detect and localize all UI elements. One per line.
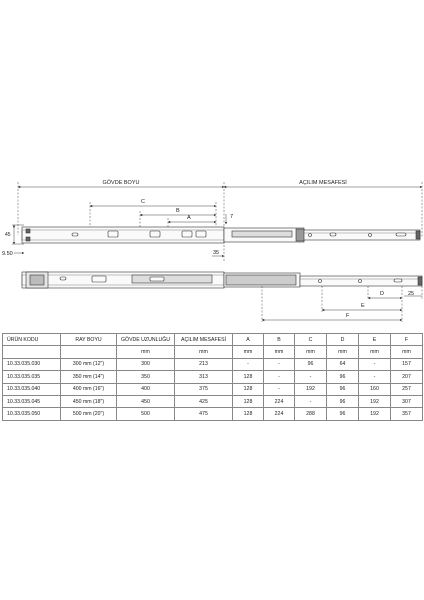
unit-cell: mm: [359, 346, 391, 358]
header-a: A: [233, 334, 264, 346]
cell-c: 192: [295, 383, 327, 395]
cell-c: -: [295, 395, 327, 407]
cell-b: -: [264, 383, 295, 395]
cell-urun-kodu: 10.33.035.040: [3, 383, 61, 395]
cell-e: 192: [359, 395, 391, 407]
cell-acilim-mesafesi: 313: [175, 371, 233, 383]
cell-urun-kodu: 10.33.035.045: [3, 395, 61, 407]
cell-urun-kodu: 10.33.035.050: [3, 408, 61, 420]
cell-acilim-mesafesi: 375: [175, 383, 233, 395]
cell-ray-boyu: 500 mm (20"): [61, 408, 117, 420]
cell-govde-uzunlugu: 400: [117, 383, 175, 395]
unit-cell: mm: [264, 346, 295, 358]
unit-cell: mm: [295, 346, 327, 358]
cell-e: -: [359, 371, 391, 383]
unit-cell: mm: [117, 346, 175, 358]
dim-c-label: C: [141, 199, 145, 205]
header-ray-boyu: RAY BOYU: [61, 334, 117, 346]
cell-a: 128: [233, 383, 264, 395]
cell-a: -: [233, 358, 264, 370]
table-row: [3, 395, 423, 407]
cell-c: 96: [295, 358, 327, 370]
dim-45-label: 45: [5, 232, 11, 238]
header-b: B: [264, 334, 295, 346]
cell-a: 128: [233, 408, 264, 420]
header-govde-uzunlugu: GÖVDE UZUNLUĞU: [117, 334, 175, 346]
cell-f: 257: [391, 383, 423, 395]
cell-c: -: [295, 371, 327, 383]
dim-b-label: B: [176, 208, 180, 214]
acilim-mesafesi-label: AÇILIM MESAFESİ: [299, 180, 347, 186]
top-slide-drawing: [22, 227, 420, 243]
cell-b: 224: [264, 395, 295, 407]
cell-urun-kodu: 10.33.035.030: [3, 358, 61, 370]
header-urun-kodu: ÜRÜN KODU: [3, 334, 61, 346]
cell-c: 288: [295, 408, 327, 420]
govde-boyu-label: GÖVDE BOYU: [102, 180, 140, 186]
table-row: [3, 371, 423, 383]
cell-ray-boyu: 400 mm (16"): [61, 383, 117, 395]
unit-cell: [61, 346, 117, 358]
cell-d: 96: [327, 408, 359, 420]
dim-e-label: E: [361, 303, 365, 309]
cell-govde-uzunlugu: 300: [117, 358, 175, 370]
dim-9-50-label: 9.50: [2, 251, 13, 257]
dim-25-label: 25: [408, 291, 415, 297]
cell-e: 192: [359, 408, 391, 420]
table-row: [3, 383, 423, 395]
cell-f: 207: [391, 371, 423, 383]
table-row: [3, 358, 423, 370]
cell-d: 64: [327, 358, 359, 370]
unit-cell: mm: [175, 346, 233, 358]
header-d: D: [327, 334, 359, 346]
hole-dimensions-bottom: [262, 286, 422, 322]
dim-d-label: D: [380, 291, 384, 297]
cell-acilim-mesafesi: 213: [175, 358, 233, 370]
header-c: C: [295, 334, 327, 346]
spec-table: [2, 333, 423, 421]
cell-f: 357: [391, 408, 423, 420]
header-f: F: [391, 334, 423, 346]
cell-d: 96: [327, 395, 359, 407]
cell-d: 96: [327, 371, 359, 383]
cell-ray-boyu: 350 mm (14"): [61, 371, 117, 383]
table-header-row: [3, 334, 423, 346]
unit-cell: mm: [391, 346, 423, 358]
dim-a-label: A: [187, 215, 191, 221]
cell-e: -: [359, 358, 391, 370]
table-units-row: [3, 346, 423, 358]
unit-cell: mm: [327, 346, 359, 358]
dim-7-label: 7: [230, 214, 234, 220]
cell-urun-kodu: 10.33.035.035: [3, 371, 61, 383]
bottom-slide-drawing: [22, 272, 422, 288]
header-acilim-mesafesi: AÇILIM MESAFESİ: [175, 334, 233, 346]
cell-ray-boyu: 450 mm (18"): [61, 395, 117, 407]
unit-cell: mm: [233, 346, 264, 358]
overall-dimensions: [18, 182, 422, 262]
cell-b: -: [264, 371, 295, 383]
cell-e: 160: [359, 383, 391, 395]
cell-f: 157: [391, 358, 423, 370]
unit-cell: [3, 346, 61, 358]
table-row: [3, 408, 423, 420]
cell-govde-uzunlugu: 500: [117, 408, 175, 420]
cell-a: 128: [233, 371, 264, 383]
cell-acilim-mesafesi: 475: [175, 408, 233, 420]
dim-35-label: 35: [213, 250, 220, 256]
cell-ray-boyu: 300 mm (12"): [61, 358, 117, 370]
cell-govde-uzunlugu: 450: [117, 395, 175, 407]
cell-b: -: [264, 358, 295, 370]
cell-govde-uzunlugu: 350: [117, 371, 175, 383]
cell-acilim-mesafesi: 425: [175, 395, 233, 407]
cell-f: 307: [391, 395, 423, 407]
cell-d: 96: [327, 383, 359, 395]
header-e: E: [359, 334, 391, 346]
dim-f-label: F: [346, 313, 350, 319]
cell-b: 224: [264, 408, 295, 420]
cell-a: 128: [233, 395, 264, 407]
